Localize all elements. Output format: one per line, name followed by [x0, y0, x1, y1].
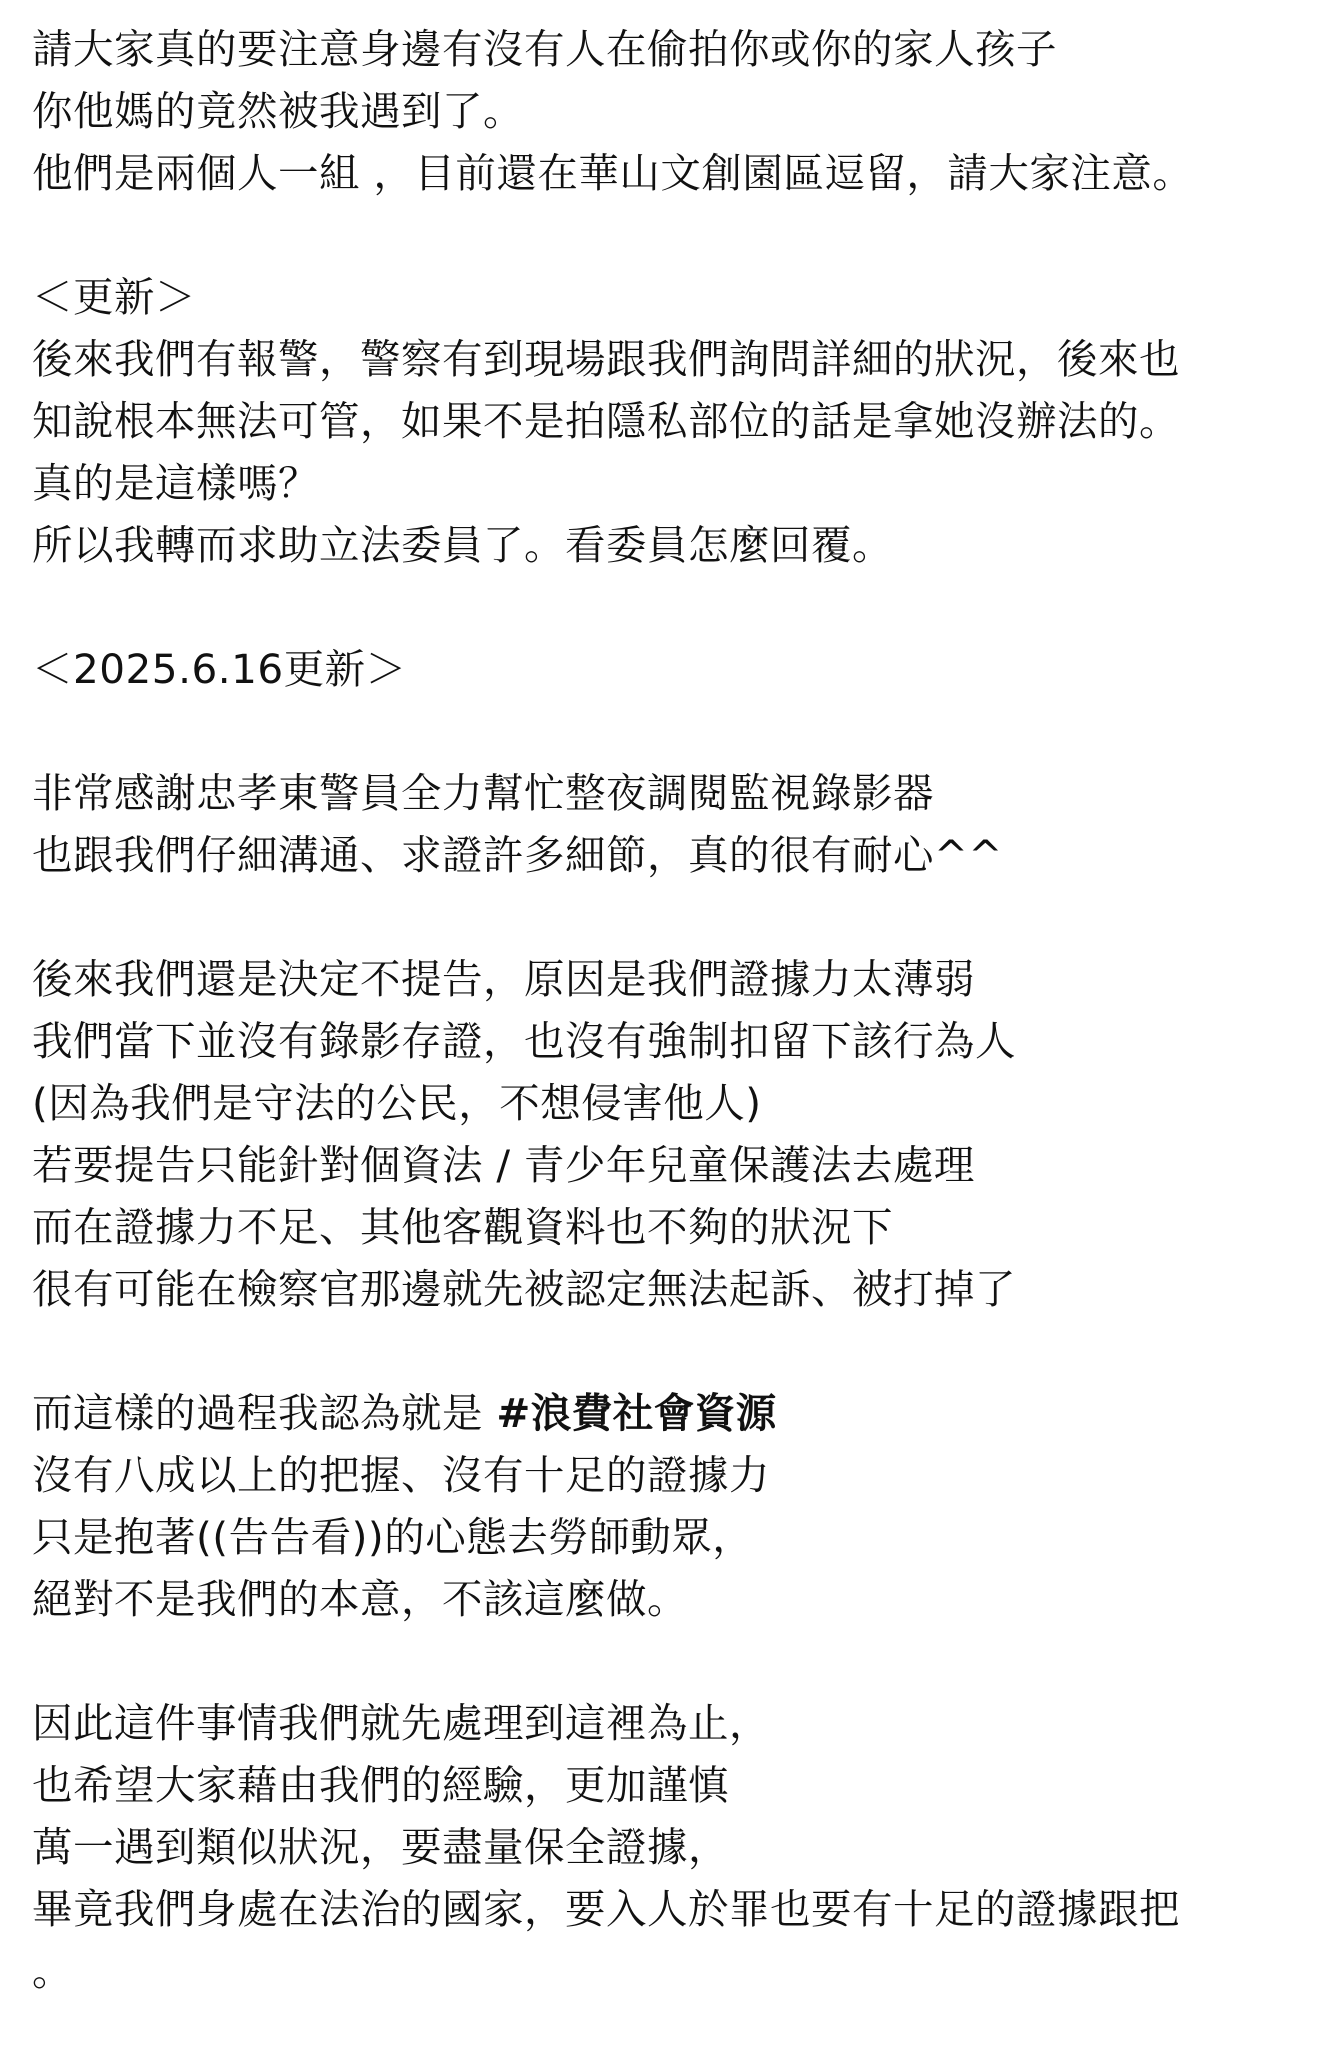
text-line-with-hashtag	[32, 1382, 1320, 1444]
text-line: 若要提告只能針對個資法 / 青少年兒童保護法去處理	[32, 1141, 975, 1189]
text-line: 。	[32, 1947, 73, 1995]
text-line: 畢竟我們身處在法治的國家，要入人於罪也要有十足的證據跟把	[32, 1885, 1180, 1933]
text-line: (因為我們是守法的公民，不想侵害他人)	[32, 1079, 762, 1127]
text-line: 真的是這樣嗎？	[32, 459, 319, 507]
hashtag-prefix: 而這樣的過程我認為就是	[32, 1389, 497, 1437]
text-line: 我們當下並沒有錄影存證，也沒有強制扣留下該行為人	[32, 1017, 1016, 1065]
text-line: 萬一遇到類似狀況，要盡量保全證據，	[32, 1823, 729, 1871]
text-line: 非常感謝忠孝東警員全力幫忙整夜調閱監視錄影器	[32, 769, 934, 817]
update-header-dated: ＜2025.6.16更新＞	[32, 645, 407, 693]
text-line: 你他媽的竟然被我遇到了。	[32, 87, 524, 135]
text-line: 而在證據力不足、其他客觀資料也不夠的狀況下	[32, 1203, 893, 1251]
text-line: 他們是兩個人一組 ，目前還在華山文創園區逗留，請大家注意。	[32, 149, 1194, 197]
text-line: 請大家真的要注意身邊有沒有人在偷拍你或你的家人孩子	[32, 25, 1057, 73]
text-line: 因此這件事情我們就先處理到這裡為止，	[32, 1699, 770, 1747]
post-body	[32, 18, 1320, 2002]
text-line: 沒有八成以上的把握、沒有十足的證據力	[32, 1451, 770, 1499]
text-line: 所以我轉而求助立法委員了。看委員怎麼回覆。	[32, 521, 893, 569]
text-line: 後來我們還是決定不提告，原因是我們證據力太薄弱	[32, 955, 975, 1003]
text-line: 只是抱著((告告看))的心態去勞師動眾，	[32, 1513, 754, 1561]
text-line: 絕對不是我們的本意，不該這麼做。	[32, 1575, 688, 1623]
text-line: 知說根本無法可管，如果不是拍隱私部位的話是拿她沒辦法的。	[32, 397, 1180, 445]
text-line: 也跟我們仔細溝通、求證許多細節，真的很有耐心^^	[32, 831, 1003, 879]
text-line: 很有可能在檢察官那邊就先被認定無法起訴、被打掉了	[32, 1265, 1016, 1313]
text-line: 後來我們有報警，警察有到現場跟我們詢問詳細的狀況，後來也	[32, 335, 1180, 383]
hashtag-link[interactable]: #浪費社會資源	[496, 1389, 777, 1437]
text-line: 也希望大家藉由我們的經驗，更加謹慎	[32, 1761, 729, 1809]
update-header: ＜更新＞	[32, 273, 196, 321]
